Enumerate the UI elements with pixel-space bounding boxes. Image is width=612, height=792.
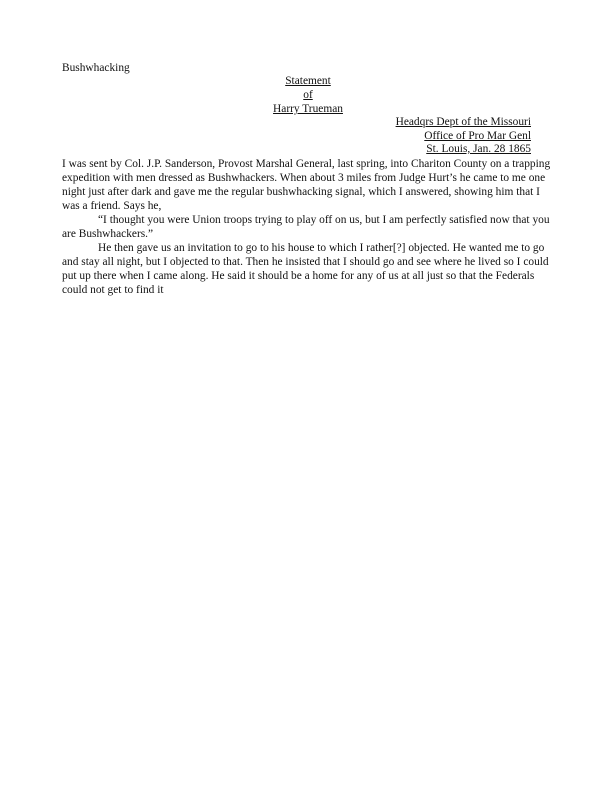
statement-title bbox=[0, 74, 612, 116]
folder-label: Bushwhacking bbox=[62, 62, 130, 74]
address-line-office: Office of Pro Mar Genl bbox=[424, 129, 531, 142]
address-line-date: St. Louis, Jan. 28 1865 bbox=[426, 143, 531, 155]
heading-address bbox=[396, 116, 531, 157]
title-line-statement: Statement bbox=[285, 75, 331, 87]
title-line-name: Harry Trueman bbox=[273, 103, 343, 115]
body-paragraph: I was sent by Col. J.P. Sanderson, Provost Marshal General, last spring, into Chariton County on a trapping expedition with men dressed as Bushwhackers. When about 3 miles from Judge Hurt’s he came to me one night just after dark and gave me the regular bushwhacking signal, which I answered, showing him that I was a friend. Says he, bbox=[62, 158, 551, 212]
body-paragraph: “I thought you were Union troops trying to play off on us, but I am perfectly satisfied now that you are Bushwhackers.” bbox=[62, 214, 550, 240]
title-line-of: of bbox=[303, 89, 313, 101]
address-line-headquarters: Headqrs Dept of the Missouri bbox=[395, 116, 531, 128]
statement-body bbox=[62, 157, 552, 297]
body-paragraph: He then gave us an invitation to go to his house to which I rather[?] objected. He wanted me to go and stay all night, but I objected to that. Then he insisted that I should go and see where he lived so I could put up there when I came along. He said it should be a home for any of us at all just so that the Federals could not get to find it bbox=[62, 242, 549, 296]
